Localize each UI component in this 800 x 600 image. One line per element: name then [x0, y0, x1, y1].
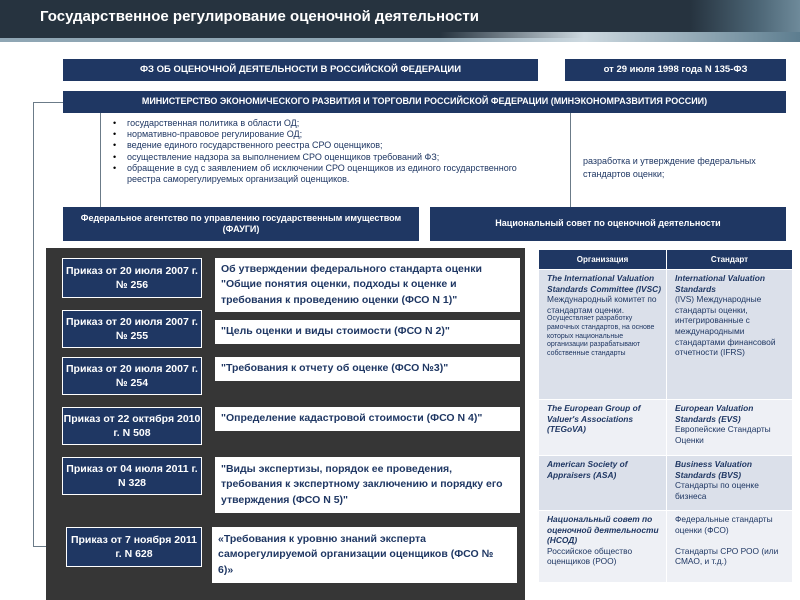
standard-description: Стандарты по оценке бизнеса: [675, 480, 759, 501]
order-box: Приказ от 7 ноября 2011 г. N 628: [66, 527, 202, 567]
standard-cell: [667, 270, 793, 400]
table-row: [539, 400, 793, 456]
standard-description: Федеральные стандарты оценки (ФСО) Стандарты СРО РОО (или СМАО, и т.д.): [675, 514, 779, 567]
standard-doc-box: "Определение кадастровой стоимости (ФСО N 4)": [215, 407, 520, 431]
list-item: • государственная политика в области ОД;: [113, 118, 533, 129]
standard-name: Business Valuation Standards (BVS): [675, 459, 752, 480]
table-header-row: [539, 250, 793, 270]
council-box: Национальный совет по оценочной деятельности: [430, 207, 786, 241]
table-row: [539, 511, 793, 583]
standard-doc-box: "Цель оценки и виды стоимости (ФСО N 2)": [215, 320, 520, 344]
standard-cell: [667, 511, 793, 583]
list-item: • ведение единого государственного реестра СРО оценщиков;: [113, 140, 533, 151]
org-description: Международный комитет по стандартам оценки.: [547, 294, 657, 315]
table-row: [539, 270, 793, 400]
org-description: Российское общество оценщиков (РОО): [547, 545, 633, 567]
org-name: The European Group of Valuer's Associations (TEGoVA): [547, 403, 641, 435]
page-title: Государственное регулирование оценочной деятельности: [40, 8, 479, 25]
table-row: [539, 456, 793, 511]
org-name: American Society of Appraisers (ASA): [547, 459, 628, 480]
order-box: Приказ от 20 июля 2007 г. № 255: [62, 310, 202, 348]
standard-description: (IVS) Международные стандарты оценки, интегрированные с международными стандартами финансовой отчетности (IFRS): [675, 294, 776, 358]
connector-line: [100, 113, 101, 207]
order-box: Приказ от 04 июля 2011 г. N 328: [62, 457, 202, 495]
org-cell: [539, 456, 667, 511]
order-box: Приказ от 22 октября 2010 г. N 508: [62, 407, 202, 445]
standard-doc-box: «Требования к уровню знаний эксперта саморегулируемой организации оценщиков (ФСО № 6)»: [212, 527, 517, 583]
standards-table: [538, 249, 793, 583]
standards-task-text: разработка и утверждение федеральных стандартов оценки;: [583, 156, 756, 179]
org-cell: [539, 270, 667, 400]
standard-name: International Valuation Standards: [675, 273, 765, 294]
standard-name: European Valuation Standards (EVS): [675, 403, 754, 424]
connector-line: [33, 102, 34, 546]
law-title-box: ФЗ ОБ ОЦЕНОЧНОЙ ДЕЯТЕЛЬНОСТИ В РОССИЙСКОЙ ФЕДЕРАЦИИ: [63, 59, 538, 81]
standard-cell: [667, 400, 793, 456]
standard-doc-box: "Виды экспертизы, порядок ее проведения, требования к экспертному заключению и порядку его утверждения (ФСО N 5)": [215, 457, 520, 513]
connector-line: [33, 546, 47, 547]
list-item: • нормативно-правовое регулирование ОД;: [113, 129, 533, 140]
list-item: • осуществление надзора за выполнением СРО оценщиков требований ФЗ;: [113, 152, 533, 163]
column-header: Стандарт: [667, 250, 793, 270]
connector-line: [570, 113, 571, 207]
order-box: Приказ от 20 июля 2007 г. № 256: [62, 258, 202, 298]
org-name: The International Valuation Standards Committee (IVSC): [547, 273, 662, 294]
column-header: Организация: [539, 250, 667, 270]
standard-doc-box: "Требования к отчету об оценке (ФСО №3)": [215, 357, 520, 381]
ministry-duties-list: [113, 118, 533, 185]
ministry-box: МИНИСТЕРСТВО ЭКОНОМИЧЕСКОГО РАЗВИТИЯ И ТОРГОВЛИ РОССИЙСКОЙ ФЕДЕРАЦИИ (МИНЭКОНОМРАЗВИТИЯ РОССИИ): [63, 91, 786, 113]
org-name: Национальный совет по оценочной деятельности (НСОД): [547, 514, 659, 546]
standard-cell: [667, 456, 793, 511]
order-box: Приказ от 20 июля 2007 г. № 254: [62, 357, 202, 395]
law-date-box: от 29 июля 1998 года N 135-ФЗ: [565, 59, 786, 81]
list-item: • обращение в суд с заявлением об исключении СРО оценщиков из единого государственного реестра саморегулируемых организаций оценщиков.: [113, 163, 533, 185]
org-note: Осуществляет разработку рамочных стандартов, на основе которых национальные организации разрабатывают собственные стандарты: [547, 315, 655, 357]
connector-line: [33, 102, 63, 103]
header-gradient-stripe: [440, 32, 800, 42]
fauge-box: Федеральное агентство по управлению государственным имуществом (ФАУГИ): [63, 207, 419, 241]
org-cell: [539, 400, 667, 456]
org-cell: [539, 511, 667, 583]
standard-description: Европейские Стандарты Оценки: [675, 424, 771, 445]
standard-doc-box: Об утверждении федерального стандарта оценки "Общие понятия оценки, подходы к оценке и требования к проведению оценки (ФСО N 1)": [215, 258, 520, 312]
